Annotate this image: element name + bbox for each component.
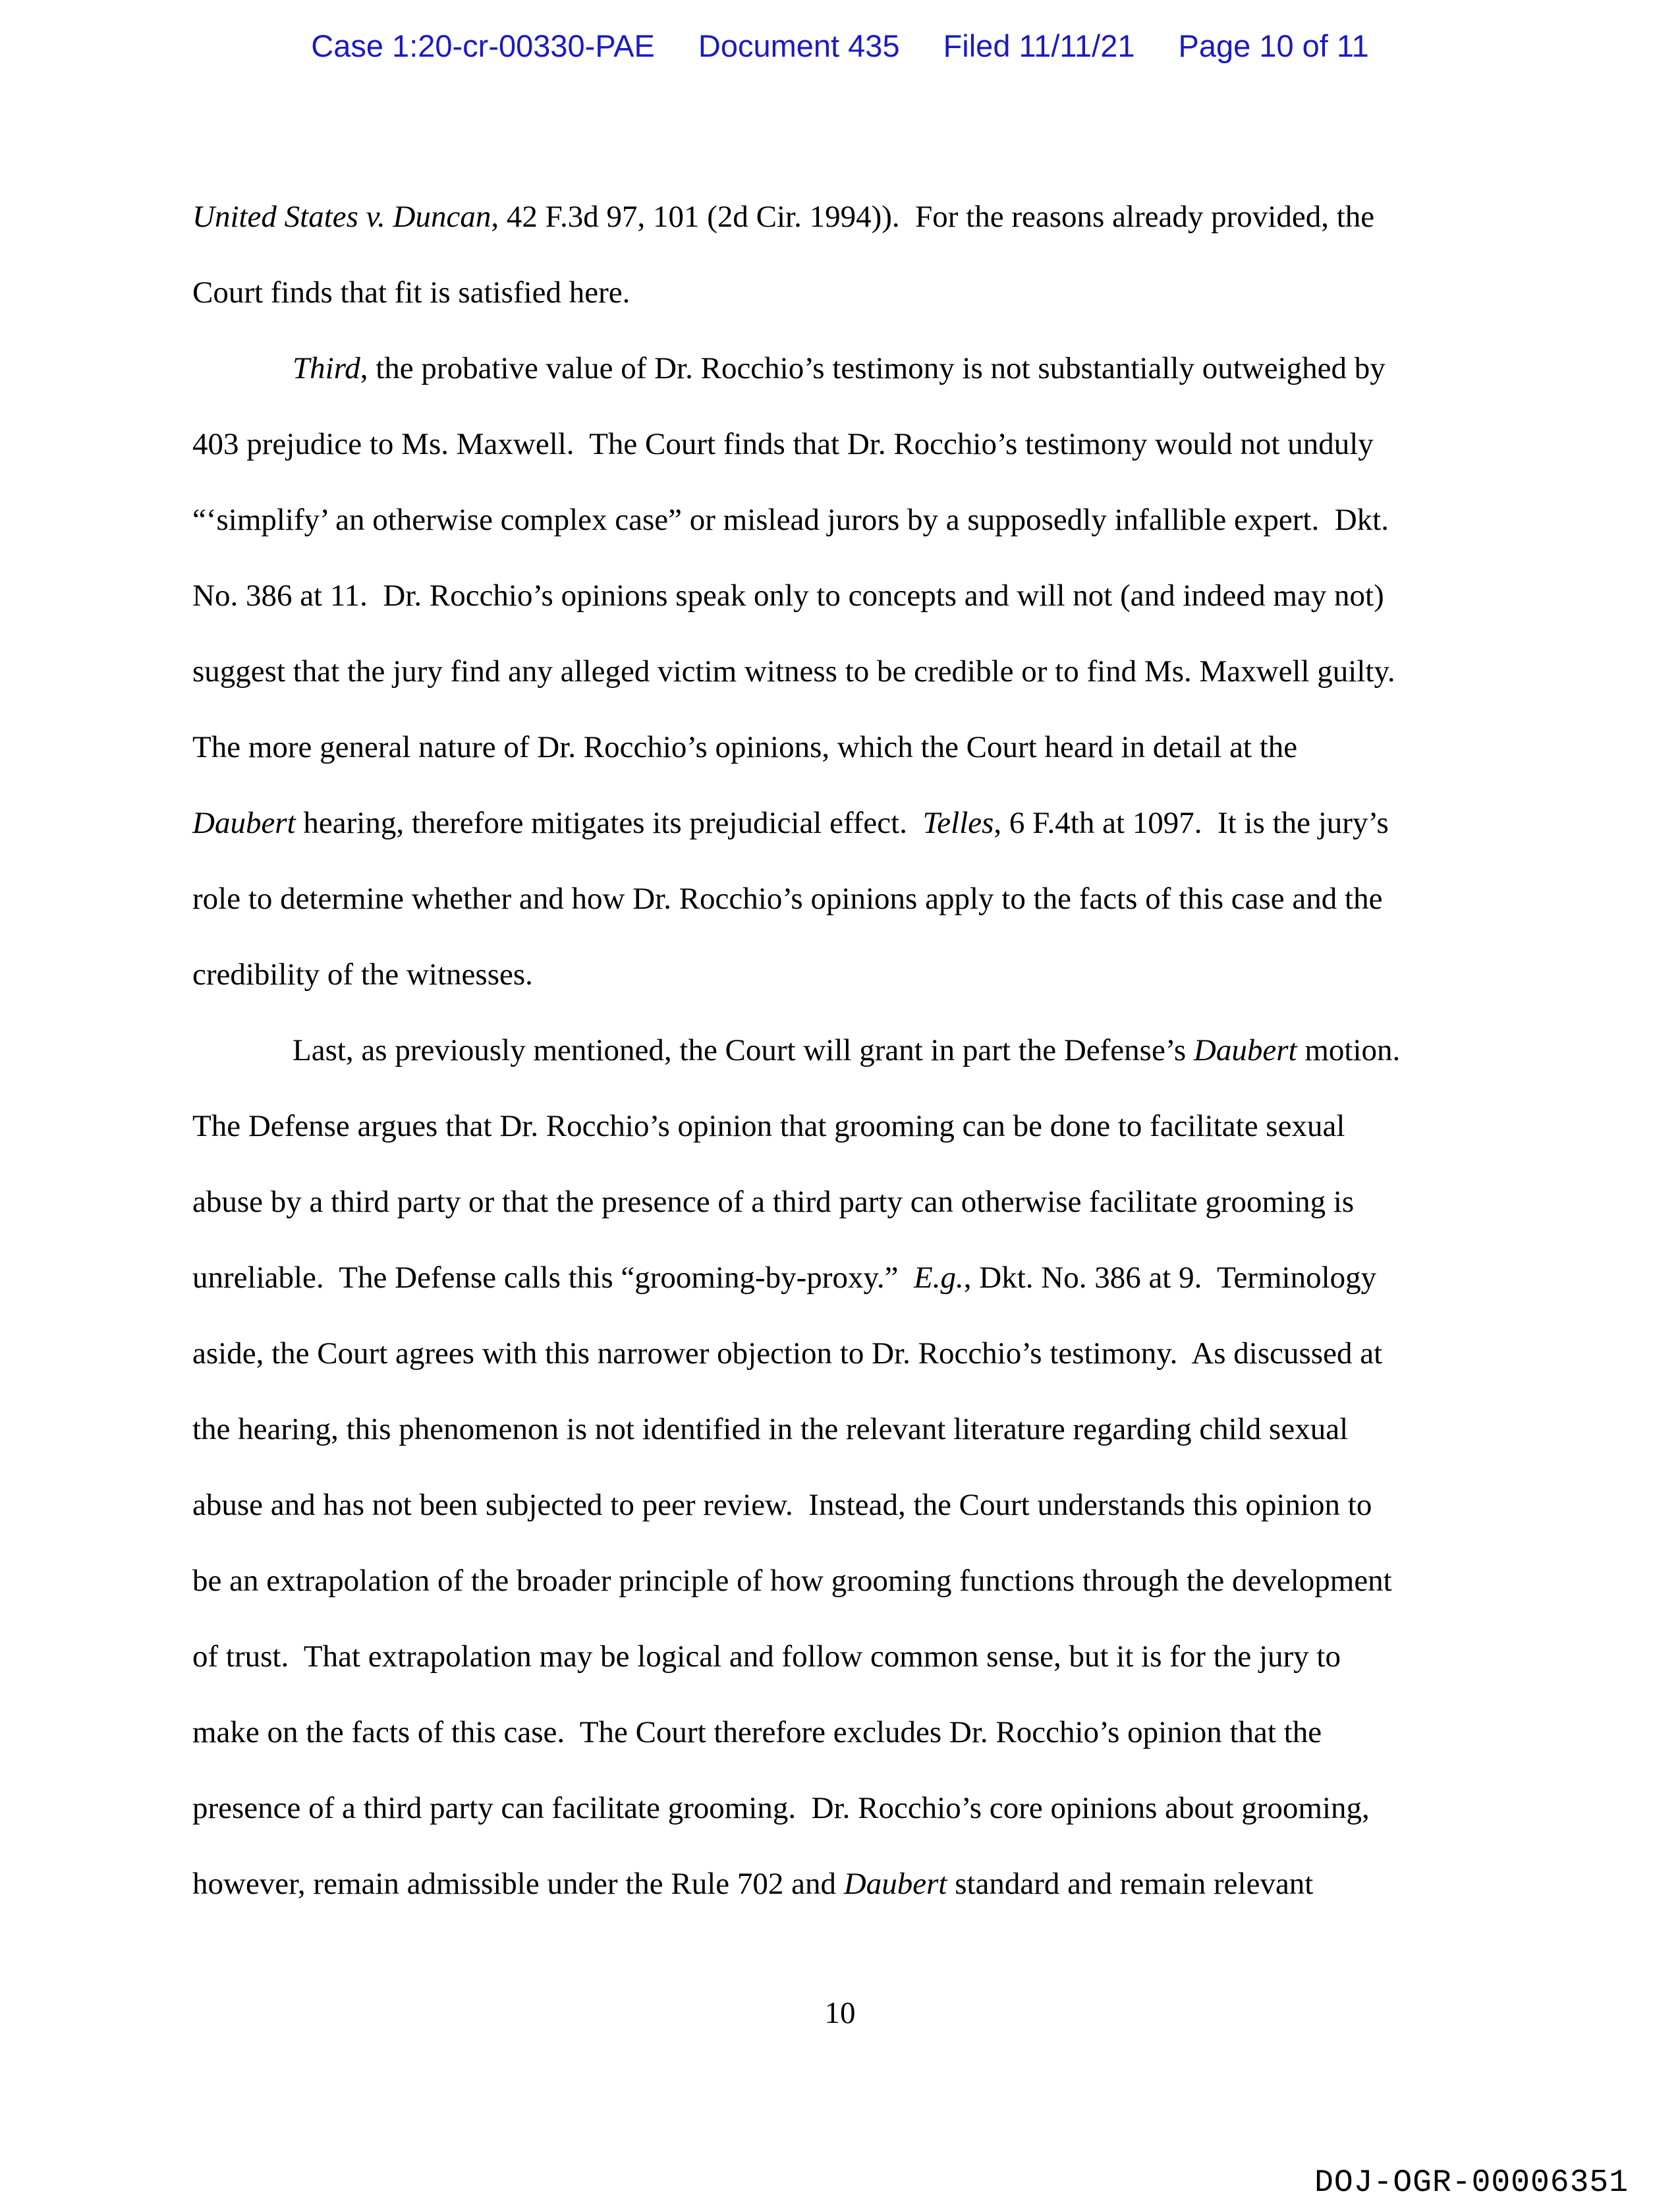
document-line <box>192 1846 1474 1922</box>
text-run: The Defense argues that Dr. Rocchio’s opinion that grooming can be done to facilitate sexual <box>192 1109 1345 1143</box>
text-run: No. 386 at 11. Dr. Rocchio’s opinions speak only to concepts and will not (and indeed may not) <box>192 579 1384 613</box>
text-run: 403 prejudice to Ms. Maxwell. The Court finds that Dr. Rocchio’s testimony would not unduly <box>192 427 1374 461</box>
document-line <box>192 558 1474 634</box>
header-filed-date: Filed 11/11/21 <box>943 28 1135 63</box>
text-run: suggest that the jury find any alleged victim witness to be credible or to find Ms. Maxwell guilty. <box>192 654 1395 689</box>
text-run: Last, as previously mentioned, the Court will grant in part the Defense’s <box>293 1033 1194 1067</box>
text-run: aside, the Court agrees with this narrower objection to Dr. Rocchio’s testimony. As discussed at <box>192 1336 1383 1371</box>
document-line <box>192 1392 1474 1467</box>
text-run: , 6 F.4th at 1097. It is the jury’s <box>994 806 1389 840</box>
header-page-count: Page 10 of 11 <box>1178 28 1369 63</box>
text-run: The more general nature of Dr. Rocchio’s opinions, which the Court heard in detail at the <box>192 730 1298 764</box>
document-line <box>192 1467 1474 1543</box>
document-line <box>192 482 1474 558</box>
text-run: presence of a third party can facilitate grooming. Dr. Rocchio’s core opinions about grooming, <box>192 1791 1370 1825</box>
text-run: Daubert <box>1193 1033 1297 1067</box>
text-run: motion. <box>1297 1033 1401 1067</box>
text-run: abuse and has not been subjected to peer review. Instead, the Court understands this opinion to <box>192 1488 1372 1522</box>
document-body <box>192 179 1474 1922</box>
text-run: the hearing, this phenomenon is not identified in the relevant literature regarding child sexual <box>192 1412 1349 1446</box>
document-line <box>192 1771 1474 1846</box>
text-run: abuse by a third party or that the presence of a third party can otherwise facilitate grooming is <box>192 1185 1355 1219</box>
document-line <box>192 634 1474 710</box>
document-line <box>192 1695 1474 1771</box>
document-line <box>192 1619 1474 1695</box>
text-run: Daubert <box>843 1867 947 1901</box>
document-line <box>192 179 1474 255</box>
text-run: , Dkt. No. 386 at 9. Terminology <box>963 1261 1377 1295</box>
header-document-number: Document 435 <box>698 28 900 63</box>
document-line <box>192 331 1474 407</box>
text-run: , the probative value of Dr. Rocchio’s testimony is not substantially outweighed by <box>360 351 1386 385</box>
header-case-number: Case 1:20-cr-00330-PAE <box>311 28 655 63</box>
text-run: of trust. That extrapolation may be logical and follow common sense, but it is for the jury to <box>192 1639 1341 1674</box>
document-line <box>192 1316 1474 1392</box>
text-run: United States v. Duncan <box>192 200 491 234</box>
text-run: be an extrapolation of the broader principle of how grooming functions through the development <box>192 1564 1392 1598</box>
text-run: standard and remain relevant <box>947 1867 1314 1901</box>
bates-number: DOJ-OGR-00006351 <box>1314 2165 1629 2201</box>
document-line <box>192 255 1474 331</box>
document-line <box>192 1240 1474 1316</box>
text-run: “‘simplify’ an otherwise complex case” or mislead jurors by a supposedly infallible expert. Dkt. <box>192 503 1389 537</box>
document-line <box>192 785 1474 861</box>
text-run: however, remain admissible under the Rule 702 and <box>192 1867 844 1901</box>
document-line <box>192 1089 1474 1164</box>
document-line <box>192 1164 1474 1240</box>
text-run: Telles <box>922 806 994 840</box>
court-stamp-header <box>0 28 1680 65</box>
document-line <box>192 407 1474 482</box>
page-number: 10 <box>824 1996 856 2030</box>
document-line <box>192 1013 1474 1089</box>
text-run: E.g. <box>914 1261 964 1295</box>
document-line <box>192 937 1474 1013</box>
text-run: hearing, therefore mitigates its prejudicial effect. <box>295 806 923 840</box>
text-run: make on the facts of this case. The Court therefore excludes Dr. Rocchio’s opinion that the <box>192 1715 1322 1749</box>
text-run: Court finds that fit is satisfied here. <box>192 275 630 310</box>
text-run: credibility of the witnesses. <box>192 957 533 992</box>
document-line <box>192 710 1474 785</box>
document-line <box>192 1543 1474 1619</box>
text-run: , 42 F.3d 97, 101 (2d Cir. 1994)). For the reasons already provided, the <box>491 200 1375 234</box>
document-line <box>192 861 1474 937</box>
text-run: Daubert <box>192 806 296 840</box>
text-run: unreliable. The Defense calls this “grooming-by-proxy.” <box>192 1261 914 1295</box>
text-run: role to determine whether and how Dr. Rocchio’s opinions apply to the facts of this case and the <box>192 882 1383 916</box>
text-run: Third <box>293 351 360 385</box>
